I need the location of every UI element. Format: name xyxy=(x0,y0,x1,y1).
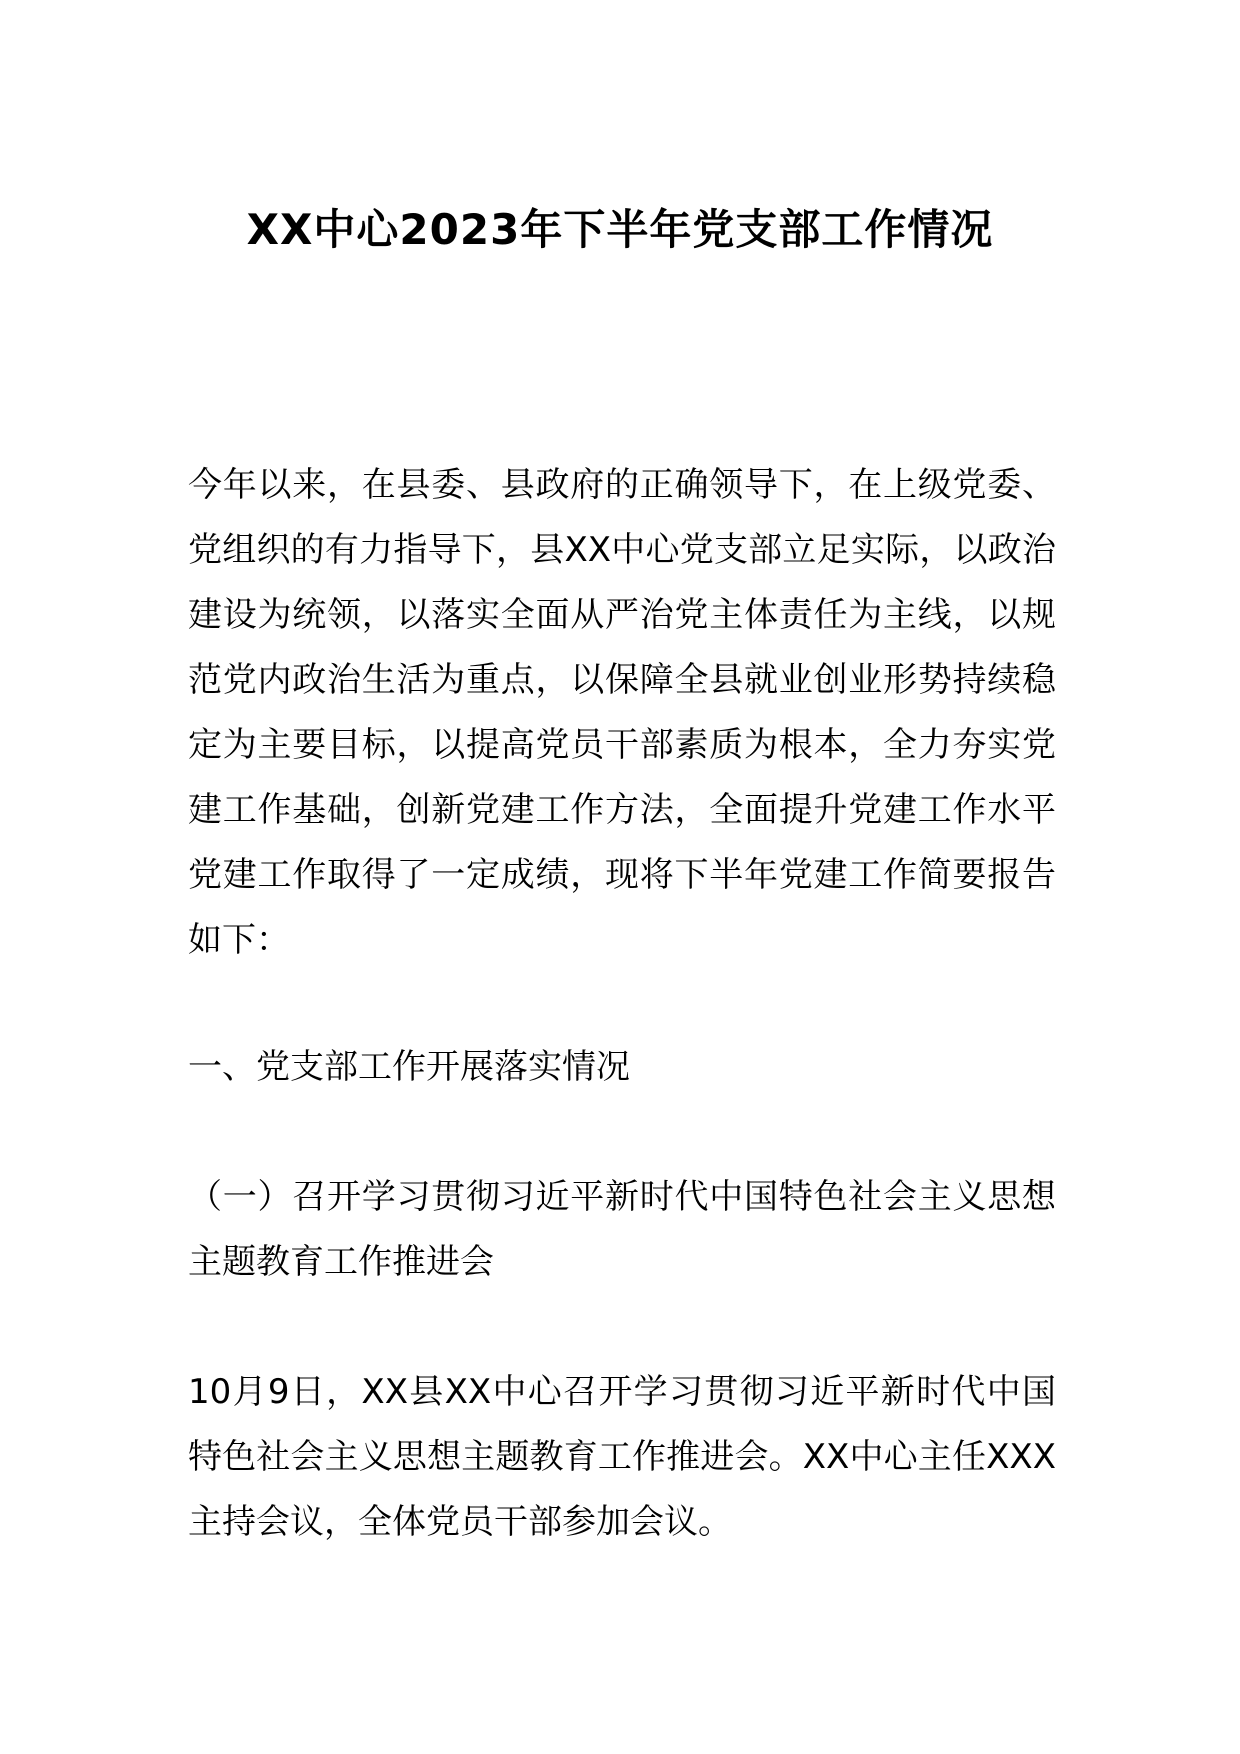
section-heading: 一、党支部工作开展落实情况 xyxy=(188,1047,630,1087)
document-title: XX中心2023年下半年党支部工作情况 xyxy=(246,205,994,254)
intro-paragraph: 今年以来，在县委、县政府的正确领导下，在上级党委、党组织的有力指导下，县XX中心党支部立足实际，以政治建设为统领，以落实全面从严治党主体责任为主线，以规范党内政治生活为重点，以保障全县就业创业形势持续稳定为主要目标，以提高党员干部素质为根本，全力夯实党建工作基础，创新党建工作方法，全面提升党建工作水平党建工作取得了一定成绩，现将下半年党建工作简要报告如下： xyxy=(188,465,1056,960)
subsection-heading: （一）召开学习贯彻习近平新时代中国特色社会主义思想主题教育工作推进会 xyxy=(188,1177,1056,1282)
body-paragraph: 10月9日，XX县XX中心召开学习贯彻习近平新时代中国特色社会主义思想主题教育工作推进会。XX中心主任XXX主持会议，全体党员干部参加会议。 xyxy=(188,1372,1056,1542)
